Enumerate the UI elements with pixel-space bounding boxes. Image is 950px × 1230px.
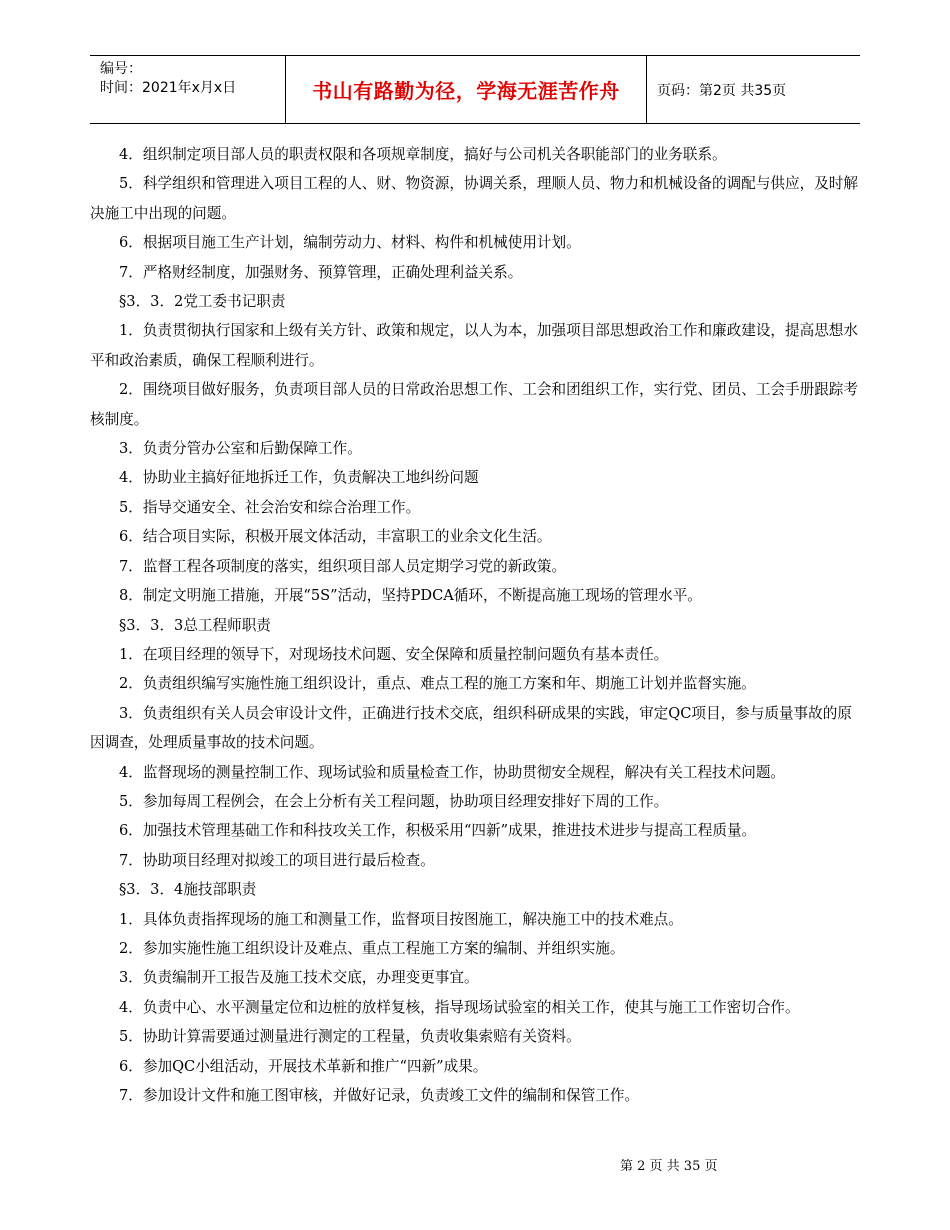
paragraph: 5．指导交通安全、社会治安和综合治理工作。 (119, 498, 421, 516)
paragraph: 4．监督现场的测量控制工作、现场试验和质量检查工作，协助贯彻安全规程，解决有关工程技术问题。 (119, 763, 786, 781)
page-header (90, 55, 860, 124)
header-motto: 书山有路勤为径，学海无涯苦作舟 (286, 56, 647, 123)
document-number-label: 编号： (100, 61, 142, 77)
paragraph: 7．协助项目经理对拟竣工的项目进行最后检查。 (119, 851, 435, 869)
paragraph: 6．根据项目施工生产计划，编制劳动力、材料、构件和机械使用计划。 (119, 234, 581, 252)
section-heading: §3．3．2党工委书记职责 (119, 293, 286, 311)
paragraph: 4．协助业主搞好征地拆迁工作，负责解决工地纠纷问题 (119, 469, 479, 487)
paragraph: 7．严格财经制度，加强财务、预算管理，正确处理利益关系。 (119, 263, 523, 281)
paragraph: 5．科学组织和管理进入项目工程的人、财、物资源，协调关系，理顺人员、物力和机械设备的调配与供应，及时解决施工中出现的问题。 (90, 175, 858, 222)
paragraph: 5．协助计算需要通过测量进行测定的工程量，负责收集索赔有关资料。 (119, 1028, 581, 1046)
paragraph: 6．结合项目实际，积极开展文体活动，丰富职工的业余文化生活。 (119, 528, 552, 546)
paragraph: 4．组织制定项目部人员的职责权限和各项规章制度，搞好与公司机关各职能部门的业务联系。 (119, 146, 727, 163)
paragraph: 3．负责分管办公室和后勤保障工作。 (119, 440, 362, 458)
paragraph: 6．加强技术管理基础工作和科技攻关工作，积极采用“四新”成果，推进技术进步与提高工程质量。 (119, 822, 757, 840)
paragraph: 4．负责中心、水平测量定位和边桩的放样复核，指导现场试验室的相关工作，使其与施工工作密切合作。 (119, 998, 800, 1016)
document-time-label: 时间：2021年x月x日 (100, 80, 237, 96)
section-heading: §3．3．3总工程师职责 (119, 616, 271, 634)
paragraph: 8．制定文明施工措施，开展“5S”活动，坚持PDCA循环，不断提高施工现场的管理水平。 (119, 587, 702, 605)
paragraph: 1．具体负责指挥现场的施工和测量工作，监督项目按图施工，解决施工中的技术难点。 (119, 910, 683, 928)
paragraph: 2．参加实施性施工组织设计及难点、重点工程施工方案的编制、并组织实施。 (119, 939, 625, 957)
document-body (90, 140, 860, 1110)
paragraph: 5．参加每周工程例会，在会上分析有关工程问题，协助项目经理安排好下周的工作。 (119, 792, 669, 810)
paragraph: 2．负责组织编写实施性施工组织设计，重点、难点工程的施工方案和年、期施工计划并监督实施。 (119, 675, 756, 693)
paragraph: 7．监督工程各项制度的落实，组织项目部人员定期学习党的新政策。 (119, 557, 567, 575)
paragraph: 1．负责贯彻执行国家和上级有关方针、政策和规定，以人为本，加强项目部思想政治工作和廉政建设，提高思想水平和政治素质，确保工程顺利进行。 (90, 322, 858, 369)
section-heading: §3．3．4施技部职责 (119, 881, 257, 899)
page-footer: 第 2 页 共 35 页 (620, 1159, 718, 1174)
paragraph: 1．在项目经理的领导下，对现场技术问题、安全保障和质量控制问题负有基本责任。 (119, 645, 669, 663)
paragraph: 3．负责编制开工报告及施工技术交底，办理变更事宜。 (119, 969, 479, 987)
header-meta (90, 56, 286, 123)
paragraph: 2．围绕项目做好服务，负责项目部人员的日常政治思想工作、工会和团组织工作，实行党、团员、工会手册跟踪考核制度。 (90, 381, 858, 428)
paragraph: 3．负责组织有关人员会审设计文件，正确进行技术交底，组织科研成果的实践，审定QC项目，参与质量事故的原因调查，处理质量事故的技术问题。 (90, 704, 852, 752)
paragraph: 7．参加设计文件和施工图审核，并做好记录，负责竣工文件的编制和保管工作。 (119, 1087, 640, 1104)
paragraph: 6．参加QC小组活动，开展技术革新和推广“四新”成果。 (119, 1057, 488, 1075)
header-page-number: 页码：第2页 共35页 (657, 82, 787, 99)
